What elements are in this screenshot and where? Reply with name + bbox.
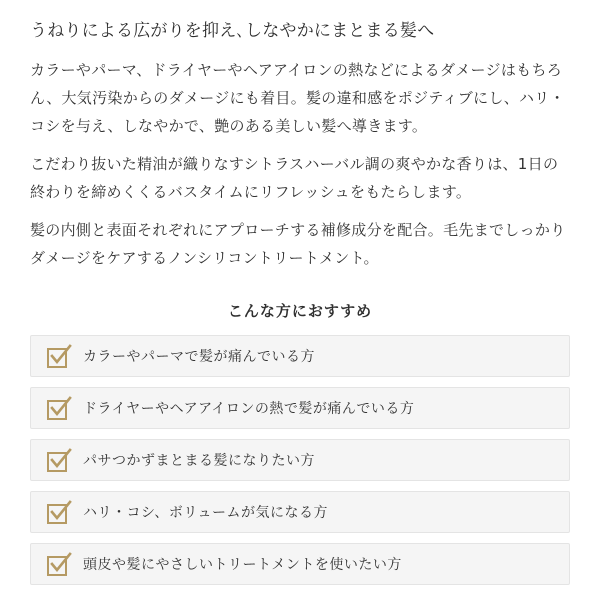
headline: うねりによる広がりを抑え､しなやかにまとまる髪へ	[30, 21, 435, 41]
recommendation-list	[30, 335, 570, 585]
paragraph-3: 髪の内側と表面それぞれにアプローチする補修成分を配合。毛先までしっかりダメージをケアするノンシリコントリートメント。	[30, 221, 566, 267]
recommendation-text: ドライヤーやヘアアイロンの熱で髪が痛んでいる方	[83, 401, 415, 417]
paragraph-2: こだわり抜いた精油が織りなすシトラスハーバル調の爽やかな香りは、1日の終わりを締めくくるバスタイムにリフレッシュをもたらします。	[30, 155, 559, 201]
recommendation-text: カラーやパーマで髪が痛んでいる方	[83, 349, 315, 365]
recommendation-title: こんな方におすすめ	[227, 302, 373, 320]
recommendation-item	[30, 543, 570, 585]
checkbox-check-icon	[45, 342, 73, 370]
checkbox-check-icon	[45, 446, 73, 474]
checkbox-check-icon	[45, 498, 73, 526]
paragraph-1: カラーやパーマ、ドライヤーやヘアアイロンの熱などによるダメージはもちろん、大気汚染からのダメージにも着目。髪の違和感をポジティブにし、ハリ・コシを与え、しなやかで、艶のある美しい髪へ導きます。	[30, 61, 565, 135]
recommendation-item	[30, 387, 570, 429]
recommendation-item	[30, 335, 570, 377]
recommendation-text: ハリ・コシ、ボリュームが気になる方	[83, 505, 328, 521]
checkbox-check-icon	[45, 394, 73, 422]
recommendation-text: 頭皮や髪にやさしいトリートメントを使いたい方	[83, 557, 402, 573]
recommendation-text: パサつかずまとまる髪になりたい方	[83, 453, 315, 469]
recommendation-item	[30, 439, 570, 481]
checkbox-check-icon	[45, 550, 73, 578]
recommendation-item	[30, 491, 570, 533]
